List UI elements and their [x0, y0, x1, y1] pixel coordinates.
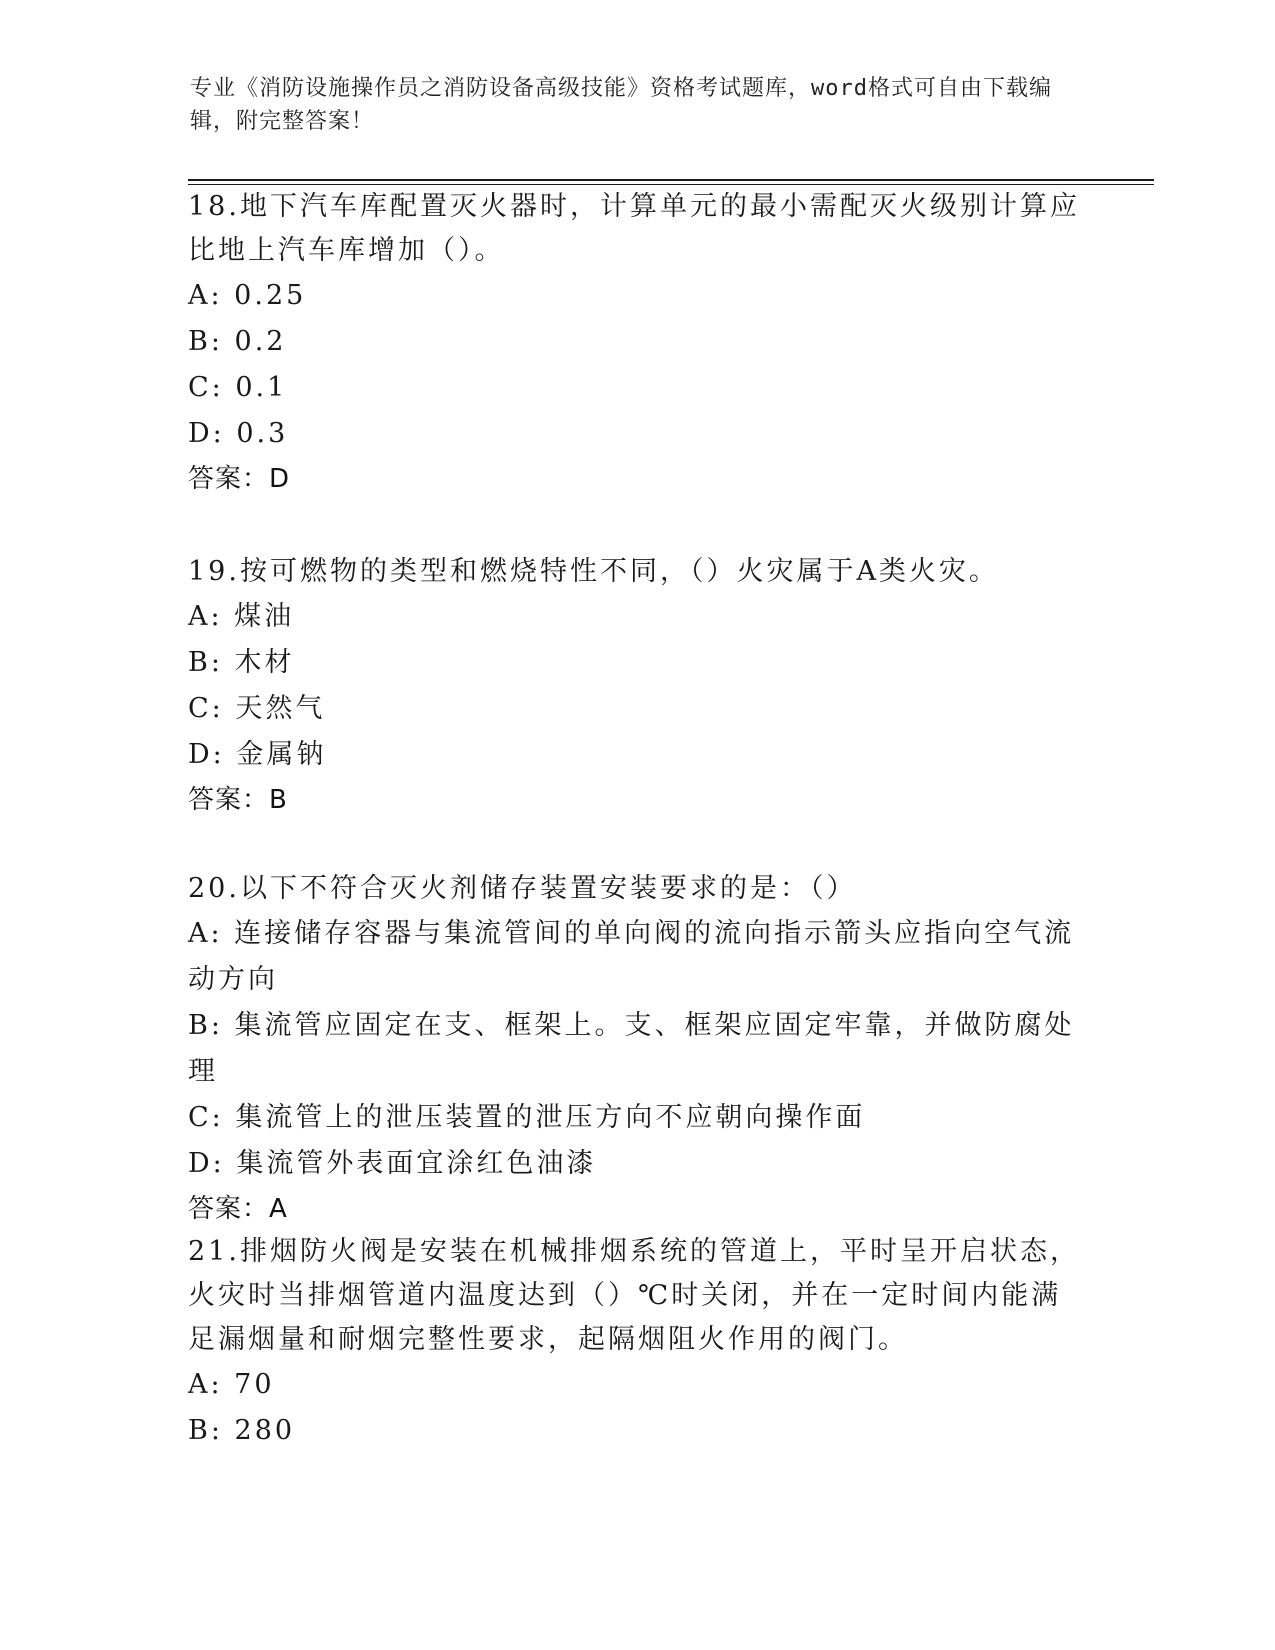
question-stem: 21.排烟防火阀是安装在机械排烟系统的管道上，平时呈开启状态，火灾时当排烟管道内温度达到（）℃时关闭，并在一定时间内能满足漏烟量和耐烟完整性要求，起隔烟阻火作用的阀门。: [188, 1236, 1080, 1355]
option-a: A: 0.25: [188, 280, 307, 311]
question-21: [188, 1230, 1088, 1454]
question-stem: 18.地下汽车库配置灭火器时，计算单元的最小需配灭火级别计算应比地上汽车库增加（）。: [188, 191, 1080, 266]
question-20: [188, 867, 1088, 1229]
option-c: C: 天然气: [188, 693, 326, 724]
option-d: D: 金属钠: [188, 739, 327, 770]
option-b: B: 280: [188, 1415, 296, 1446]
header-divider-thick: [188, 179, 1154, 181]
option-b: B: 0.2: [188, 326, 287, 357]
question-19: [188, 550, 1088, 820]
option-b: B: 木材: [188, 647, 295, 678]
answer: 答案：D: [188, 464, 291, 494]
question-18: [188, 185, 1088, 499]
option-a: A: 70: [188, 1369, 275, 1400]
question-stem: 20.以下不符合灭火剂储存装置安装要求的是：（）: [188, 873, 857, 904]
answer: 答案：B: [188, 785, 288, 815]
option-d: D: 0.3: [188, 418, 289, 449]
option-d: D: 集流管外表面宜涂红色油漆: [188, 1148, 597, 1179]
document-header: 专业《消防设施操作员之消防设备高级技能》资格考试题库，word格式可自由下载编辑，附完整答案！: [190, 76, 1052, 134]
option-a: A: 煤油: [188, 601, 295, 632]
option-c: C: 集流管上的泄压装置的泄压方向不应朝向操作面: [188, 1102, 866, 1133]
option-c: C: 0.1: [188, 372, 288, 403]
option-a: A: 连接储存容器与集流管间的单向阀的流向指示箭头应指向空气流动方向: [188, 918, 1075, 995]
option-b: B: 集流管应固定在支、框架上。支、框架应固定牢靠，并做防腐处理: [188, 1010, 1075, 1087]
answer: 答案：A: [188, 1194, 288, 1224]
question-stem: 19.按可燃物的类型和燃烧特性不同，（）火灾属于A类火灾。: [188, 556, 999, 587]
